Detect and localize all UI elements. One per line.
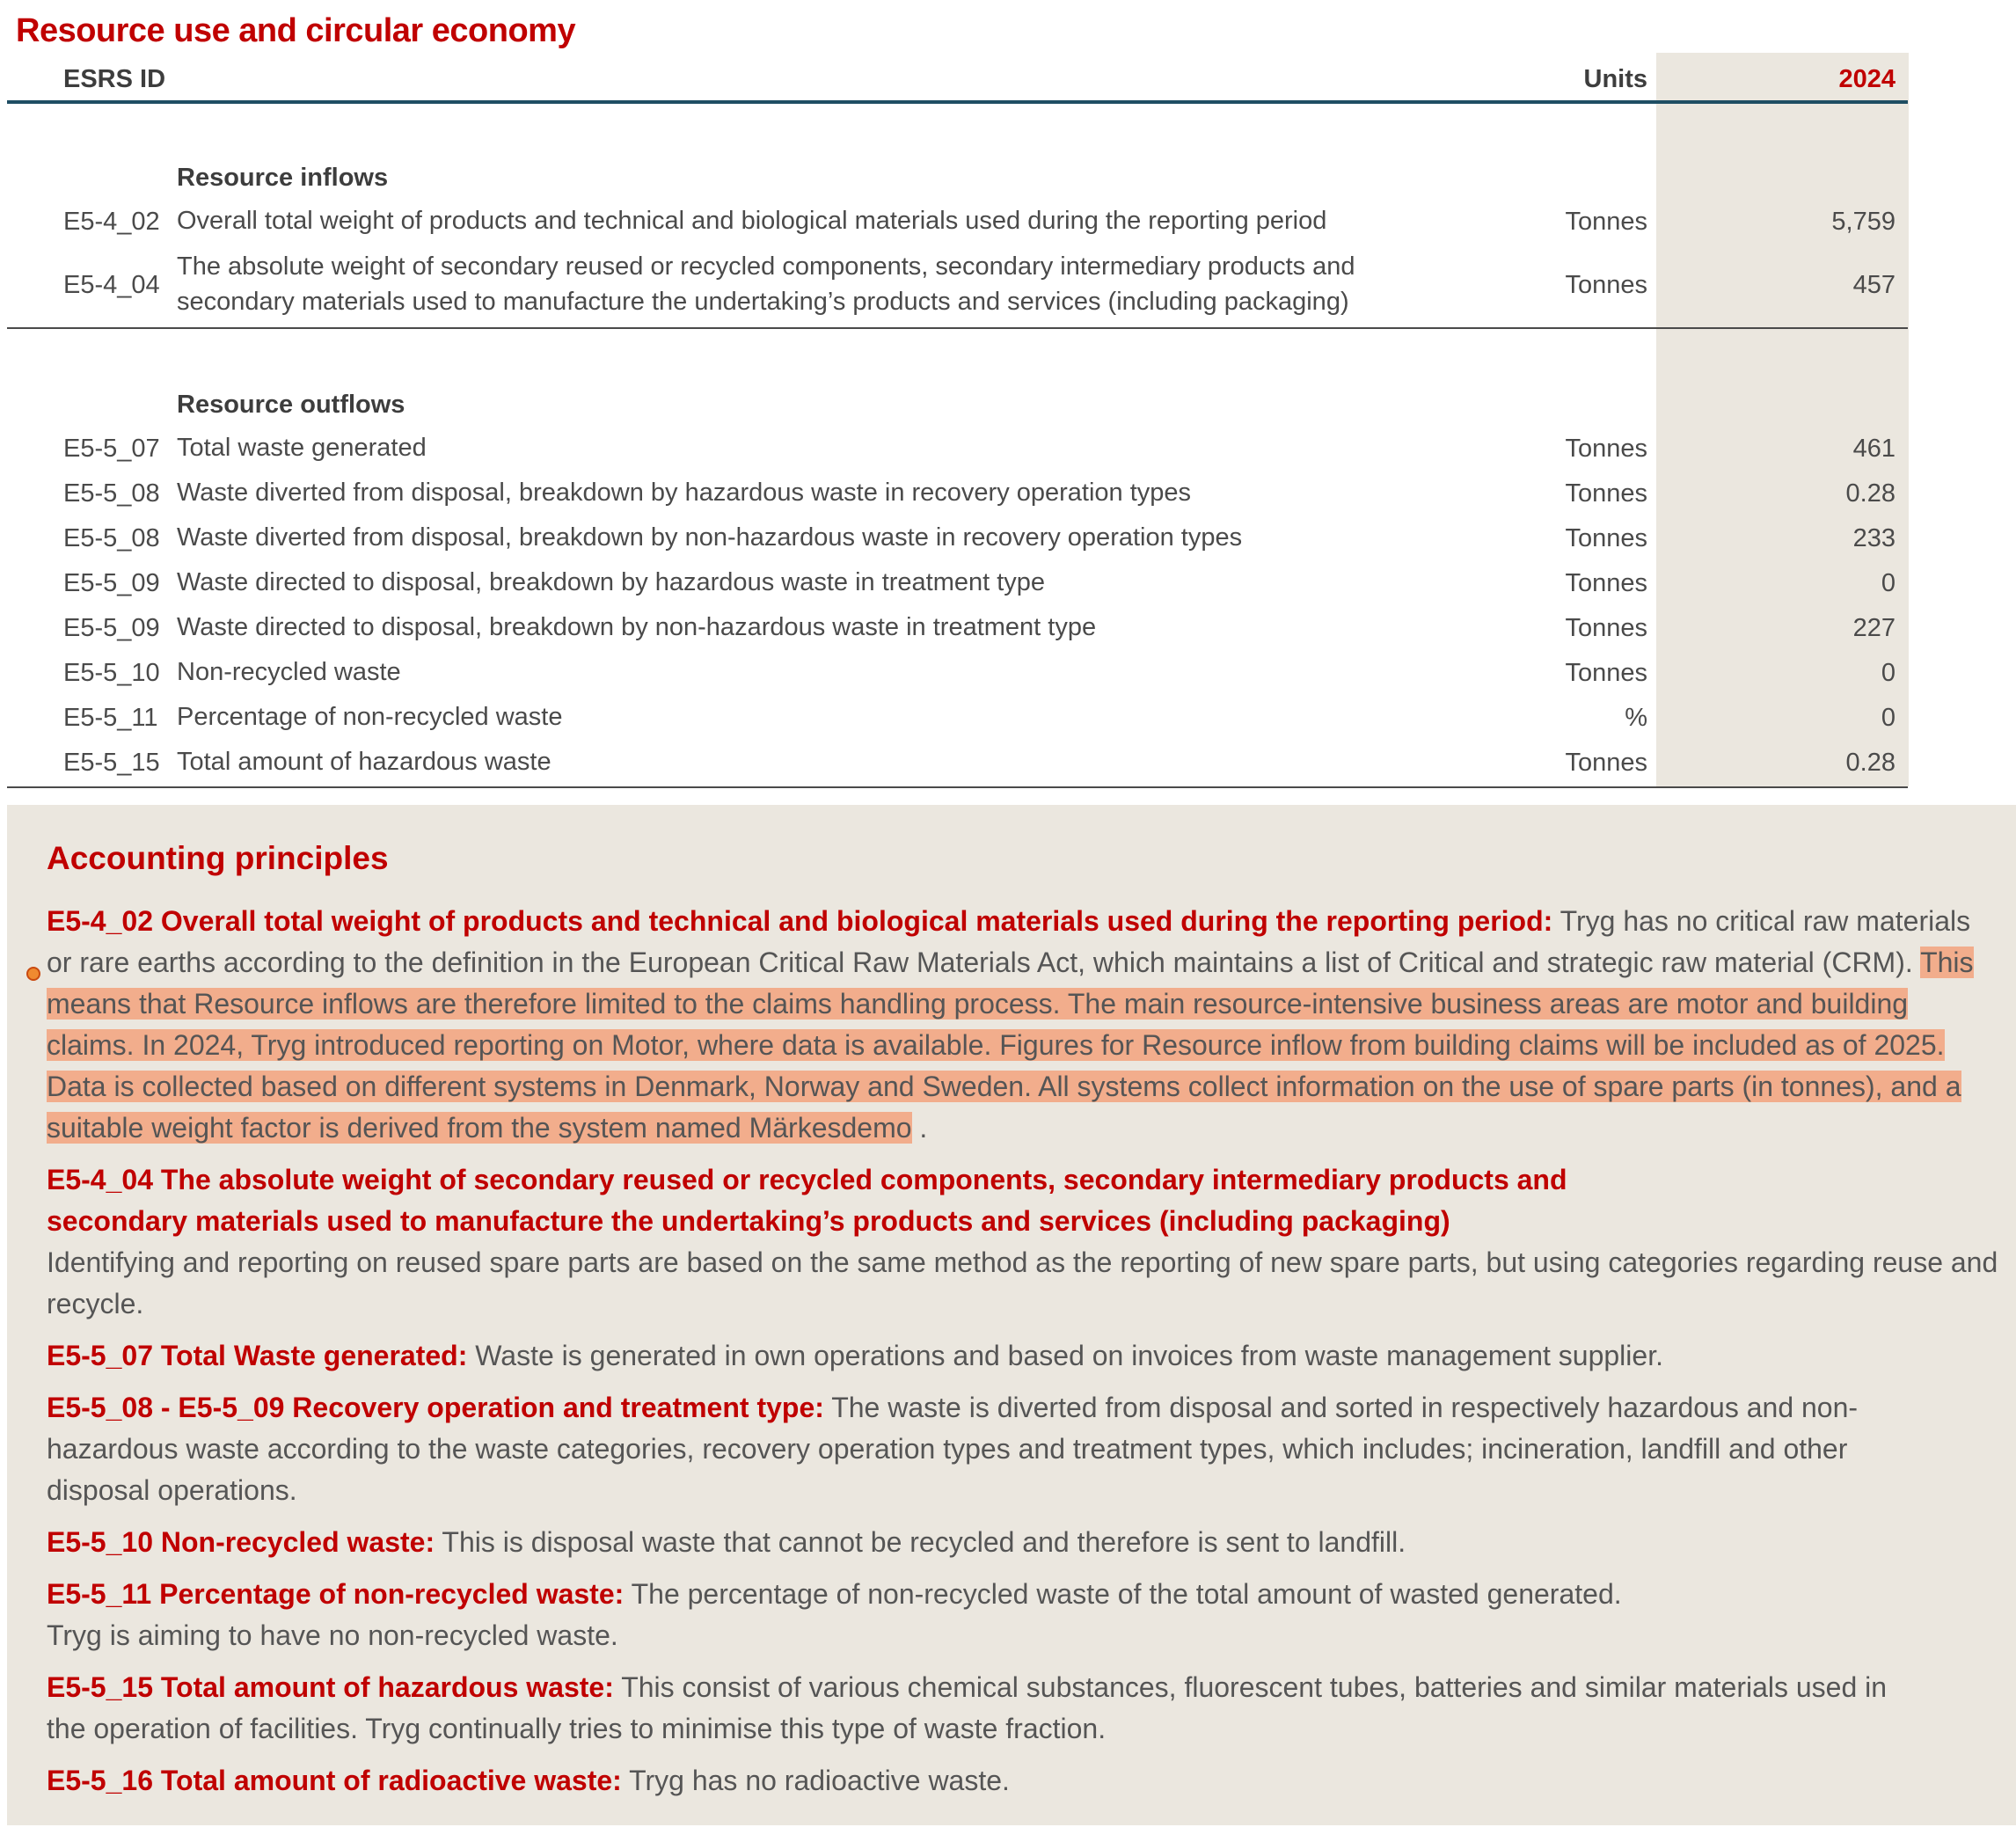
row-unit: Tonnes: [1565, 208, 1647, 236]
row-value: 0.28: [1845, 749, 1895, 777]
row-value: 0: [1881, 659, 1895, 687]
row-description: Waste diverted from disposal, breakdown by non-hazardous waste in recovery operation types: [177, 523, 1243, 552]
comment-marker-icon[interactable]: [26, 967, 40, 981]
row-description: Overall total weight of products and technical and biological materials used during the reporting period: [177, 207, 1327, 235]
row-description: Non-recycled waste: [177, 658, 401, 686]
row-id: E5-5_10: [63, 659, 160, 687]
row-unit: Tonnes: [1565, 659, 1647, 687]
row-id: E5-5_15: [63, 749, 160, 777]
row-description: Total amount of hazardous waste: [177, 748, 551, 776]
row-id: E5-5_08: [63, 479, 160, 508]
principle-e5-5-10: E5-5_10 Non-recycled waste: This is disposal waste that cannot be recycled and therefore is sent to landfill.: [47, 1526, 1406, 1558]
row-description: Waste diverted from disposal, breakdown by hazardous waste in recovery operation types: [177, 479, 1192, 507]
page-title: Resource use and circular economy: [16, 12, 576, 49]
row-unit: Tonnes: [1565, 271, 1647, 299]
row-unit: Tonnes: [1565, 749, 1647, 777]
principle-e5-4-02: E5-4_02 Overall total weight of products and technical and biological materials used during the reporting period: Tryg has no critical raw materials or rare earths according to the definition in the European Critical Raw Materials Act, which maintains a list of Critical and strategic raw material (CRM). This means that Resource inflows are therefore limited to the claims handling process. The main resource-intensive business areas are motor and building claims. In 2024, Tryg introduced reporting on Motor, where data is available. Figures for Resource inflow from building claims will be included as of 2025. Data is collected based on different systems in Denmark, Norway and Sweden. All systems collect information on the use of spare parts (in tonnes), and a suitable weight factor is derived from the system named Märkesdemo .: [47, 905, 1974, 1144]
principle-e5-5-07: E5-5_07 Total Waste generated: Waste is generated in own operations and based on invoices from waste management supplier.: [47, 1340, 1663, 1371]
row-value: 227: [1852, 614, 1895, 642]
row-unit: Tonnes: [1565, 614, 1647, 642]
row-value: 0: [1881, 704, 1895, 732]
year-column-shade: [1656, 53, 1909, 786]
principle-e5-5-16: E5-5_16 Total amount of radioactive waste: Tryg has no radioactive waste.: [47, 1765, 1010, 1796]
section-divider: [7, 327, 1908, 329]
row-unit: Tonnes: [1565, 479, 1647, 508]
principle-e5-5-08-09: E5-5_08 - E5-5_09 Recovery operation and treatment type: The waste is diverted from disposal and sorted in respectively hazardous and non-hazardous waste according to the waste categories, recovery operation types and treatment types, which includes; incineration, landfill and other disposal operations.: [47, 1392, 1859, 1506]
row-unit: Tonnes: [1565, 524, 1647, 552]
row-description: The absolute weight of secondary reused or recycled components, secondary intermediary products and secondary materials used to manufacture the undertaking’s products and services (including packaging): [177, 252, 1355, 316]
row-id: E5-5_08: [63, 524, 160, 552]
row-id: E5-5_09: [63, 569, 160, 597]
header-year: 2024: [1838, 65, 1895, 93]
row-id: E5-5_07: [63, 435, 160, 463]
row-value: 461: [1852, 435, 1895, 463]
table-header: [7, 62, 1908, 104]
section-resource-outflows: Resource outflows: [177, 391, 405, 419]
highlighted-text[interactable]: This means that Resource inflows are therefore limited to the claims handling process. The main resource-intensive business areas are motor and building claims. In 2024, Tryg introduced reporting on Motor, where data is available. Figures for Resource inflow from building claims will be included as of 2025. Data is collected based on different systems in Denmark, Norway and Sweden. All systems collect information on the use of spare parts (in tonnes), and a suitable weight factor is derived from the system named Märkesdemo: [47, 947, 1974, 1144]
header-esrs-id: ESRS ID: [63, 65, 166, 93]
row-value: 0: [1881, 569, 1895, 597]
row-description: Waste directed to disposal, breakdown by hazardous waste in treatment type: [177, 568, 1046, 596]
row-value: 233: [1852, 524, 1895, 552]
row-description: Percentage of non-recycled waste: [177, 703, 563, 731]
row-id: E5-4_04: [63, 271, 160, 299]
row-id: E5-4_02: [63, 208, 160, 236]
principle-e5-4-04: E5-4_04 The absolute weight of secondary reused or recycled components, secondary intermediary products and secondary materials used to manufacture the undertaking’s products and services (including packaging) Identifying and reporting on reused spare parts are based on the same method as the reporting of new spare parts, but using categories regarding reuse and recycle.: [47, 1164, 1998, 1319]
principle-e5-5-11: E5-5_11 Percentage of non-recycled waste: The percentage of non-recycled waste of the total amount of wasted generated. Tryg is aiming to have no non-recycled waste.: [47, 1578, 1622, 1651]
table-bottom-rule: [7, 786, 1908, 788]
principles-body: [47, 901, 1999, 1812]
row-value: 457: [1852, 271, 1895, 299]
row-description: Total waste generated: [177, 434, 427, 462]
row-unit: Tonnes: [1565, 569, 1647, 597]
accounting-principles-panel: [7, 805, 2016, 1825]
row-value: 0.28: [1845, 479, 1895, 508]
section-resource-inflows: Resource inflows: [177, 164, 389, 192]
row-unit: %: [1625, 704, 1647, 732]
row-id: E5-5_11: [63, 704, 158, 732]
principles-title: Accounting principles: [47, 840, 389, 876]
row-description: Waste directed to disposal, breakdown by non-hazardous waste in treatment type: [177, 613, 1097, 641]
header-units: Units: [1583, 65, 1647, 93]
principle-e5-5-15: E5-5_15 Total amount of hazardous waste: This consist of various chemical substances, fluorescent tubes, batteries and similar materials used in the operation of facilities. Tryg continually tries to minimise this type of waste fraction.: [47, 1671, 1888, 1744]
row-unit: Tonnes: [1565, 435, 1647, 463]
row-value: 5,759: [1831, 208, 1895, 236]
row-id: E5-5_09: [63, 614, 160, 642]
